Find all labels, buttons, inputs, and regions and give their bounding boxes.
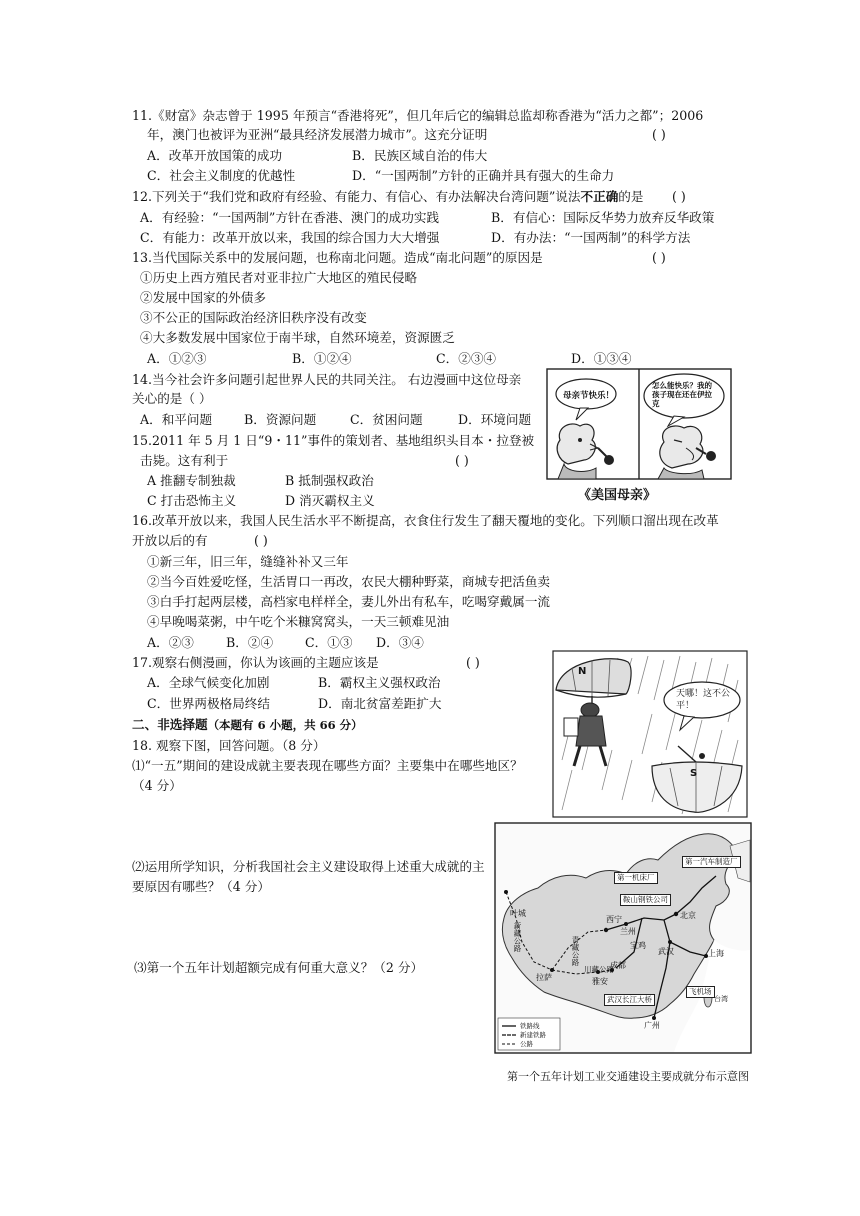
- section2-note: （本题有 6 小题，共 66 分）: [207, 718, 363, 732]
- q18-part1-line2: （4 分）: [132, 778, 182, 793]
- map-label-xinzang-road: 新藏公路: [513, 922, 522, 952]
- q11-stem-line2: 年，澳门也被评为亚洲“最具经济发展潜力城市”。这充分证明: [147, 127, 488, 142]
- map-label-chuanzang-road: 川藏公路: [584, 965, 614, 974]
- q16-option-c: C．①③: [305, 635, 353, 650]
- q16-verse-2: ②当今百姓爱吃怪，生活胃口一再改，农民大棚种野菜，商城专把活鱼卖: [147, 574, 550, 589]
- map-label-yaan: 雅安: [592, 977, 608, 986]
- q11-stem-line1: 11.《财富》杂志曾于 1995 年预言“香港将死”，但几年后它的编辑总监却称香港为“活力之都”；2006: [132, 108, 704, 123]
- q14-option-d: D．环境问题: [458, 412, 532, 427]
- q13-statement-1: ①历史上西方殖民者对亚非拉广大地区的殖民侵略: [140, 270, 418, 285]
- q18-part2-line1: ⑵运用所学知识，分析我国社会主义建设取得上述重大成就的主: [132, 859, 485, 874]
- q12-stem-pre: 12.下列关于“我们党和政府有经验、有能力、有信心、有办法解决台湾问题”说法: [132, 189, 581, 204]
- q12-option-a: A．有经验：“一国两制”方针在香港、澳门的成功实践: [140, 210, 440, 225]
- q12-stem: [132, 187, 643, 206]
- q13-statement-3: ③不公正的国际政治经济旧秩序没有改变: [140, 310, 367, 325]
- q13-option-c: C．②③④: [436, 351, 497, 366]
- q16-verse-1: ①新三年，旧三年，缝缝补补又三年: [147, 554, 349, 569]
- map-label-lanzhou: 兰州: [620, 927, 636, 936]
- map-label-chengdu: 成都: [610, 961, 626, 970]
- q15-stem-line2: 击毙。这有利于: [140, 453, 229, 468]
- map-legend-new-railway: 新建铁路: [520, 1031, 546, 1039]
- q16-verse-4: ④早晚喝菜粥，中午吃个米糠窝窝头，一天三顿难见油: [147, 614, 450, 629]
- q16-verse-3: ③白手打起两层楼，高档家电样样全，妻儿外出有私车，吃喝穿戴属一流: [147, 594, 550, 609]
- map-label-guangzhou: 广州: [644, 1021, 660, 1030]
- q12-stem-bold: 不正确: [580, 189, 619, 204]
- q11-option-c: C．社会主义制度的优越性: [147, 168, 296, 183]
- five-year-plan-map: [494, 822, 752, 1054]
- q18-part1-line1: ⑴“一五”期间的建设成就主要表现在哪些方面？主要集中在哪些地区？: [132, 758, 523, 773]
- map-label-airport: 飞机场: [686, 986, 715, 998]
- map-legend-railway: 铁路线: [520, 1022, 540, 1030]
- q15-option-b: B 抵制强权政治: [285, 473, 374, 488]
- q11-answer-paren: ( ): [652, 127, 666, 142]
- q16-stem-line1: 16.改革开放以来，我国人民生活水平不断提高，衣食住行发生了翻天覆地的变化。下列顺口溜出现在改革: [132, 513, 719, 528]
- q14-option-a: A．和平问题: [140, 412, 213, 427]
- q13-option-d: D．①③④: [571, 351, 632, 366]
- q12-option-c: C．有能力：改革开放以来，我国的综合国力大大增强: [140, 230, 440, 245]
- map-label-shanghai: 上海: [708, 949, 724, 958]
- q14-option-c: C．贫困问题: [350, 412, 423, 427]
- map-label-wuhan-bridge: 武汉长江大桥: [604, 994, 655, 1006]
- map-label-beijing: 北京: [680, 911, 696, 920]
- q16-option-d: D．③④: [376, 635, 424, 650]
- q13-statement-2: ②发展中国家的外债多: [140, 290, 266, 305]
- q12-option-b: B．有信心：国际反华势力放弃反华政策: [491, 210, 715, 225]
- q15-option-c: C 打击恐怖主义: [147, 493, 237, 508]
- q11-option-b: B．民族区域自治的伟大: [352, 148, 488, 163]
- q13-statement-4: ④大多数发展中国家位于南半球，自然环境差，资源匮乏: [140, 330, 455, 345]
- section2-title: 二、非选择题: [132, 717, 208, 732]
- q15-option-d: D 消灭霸权主义: [285, 493, 375, 508]
- q17-stem: 17.观察右侧漫画，你认为该画的主题应该是: [132, 655, 379, 670]
- q14-option-b: B．资源问题: [244, 412, 317, 427]
- map-label-qingzang-road: 青藏公路: [571, 936, 580, 966]
- q15-answer-paren: ( ): [455, 453, 469, 468]
- cartoon-american-mother: [546, 368, 732, 506]
- cartoon2-north-label: N: [578, 666, 587, 677]
- cartoon1-bubble-left: 母亲节快乐！: [563, 391, 615, 401]
- map-legend-highway: 公路: [520, 1040, 533, 1048]
- q18-part3: ⑶第一个五年计划超额完成有何重大意义？（2 分）: [134, 960, 424, 975]
- q16-stem-line2: 开放以后的有: [132, 533, 208, 548]
- q13-option-a: A．①②③: [147, 351, 207, 366]
- map-label-taiwan: 台湾: [714, 995, 728, 1003]
- q17-option-c: C．世界两极格局终结: [147, 696, 270, 711]
- q11-option-d: D．“一国两制”方针的正确并具有强大的生命力: [352, 168, 615, 183]
- q17-option-d: D．南北贫富差距扩大: [318, 696, 442, 711]
- q12-option-d: D．有办法：“一国两制”的科学方法: [491, 230, 691, 245]
- q14-stem-line1: 14.当今社会许多问题引起世界人民的共同关注。 右边漫画中这位母亲: [132, 372, 522, 387]
- map-label-first-machine-tool: 第一机床厂: [614, 872, 658, 884]
- cartoon2-south-label: S: [690, 768, 698, 779]
- map-label-wuhan: 武汉: [658, 947, 674, 956]
- q12-stem-post: 的是: [618, 189, 644, 204]
- q17-option-a: A．全球气候变化加剧: [147, 675, 270, 690]
- cartoon-north-south: [552, 650, 748, 818]
- map-label-baoji: 宝鸡: [630, 941, 646, 950]
- q17-option-b: B．霸权主义强权政治: [318, 675, 441, 690]
- map-label-lhasa: 拉萨: [536, 973, 552, 982]
- cartoon1-bubble-right: 怎么能快乐？我的孩子现在还在伊拉克: [652, 381, 712, 408]
- q15-stem-line1: 15.2011 年 5 月 1 日“9・11”事件的策划者、基地组织头目本・拉登被: [132, 433, 535, 448]
- q13-option-b: B．①②④: [292, 351, 352, 366]
- q16-answer-paren: ( ): [254, 533, 268, 548]
- map-label-yecheng: 叶城: [510, 909, 526, 918]
- section2-heading: [132, 715, 363, 735]
- map-caption: 第一个五年计划工业交通建设主要成就分布示意图: [507, 1070, 749, 1083]
- q18-stem: 18. 观察下图，回答问题。（8 分）: [132, 738, 326, 753]
- q13-answer-paren: ( ): [652, 250, 666, 265]
- q11-option-a: A．改革开放国策的成功: [147, 148, 283, 163]
- map-label-xining: 西宁: [606, 915, 622, 924]
- q18-part2-line2: 要原因有哪些？（4 分）: [132, 879, 270, 894]
- q14-stem-line2: 关心的是（ ）: [132, 391, 212, 406]
- q16-option-a: A．②③: [147, 635, 194, 650]
- q12-answer-paren: ( ): [672, 189, 686, 204]
- map-label-first-auto-plant: 第一汽车制造厂: [682, 856, 741, 868]
- map-label-anshan-steel: 鞍山钢铁公司: [620, 894, 671, 906]
- cartoon1-caption: 《美国母亲》: [578, 488, 657, 503]
- q15-option-a: A 推翻专制独裁: [147, 473, 236, 488]
- q13-stem: 13.当代国际关系中的发展问题，也称南北问题。造成“南北问题”的原因是: [132, 250, 543, 265]
- q16-option-b: B．②④: [226, 635, 274, 650]
- cartoon2-bubble: 天哪！这不公平！: [676, 689, 731, 711]
- q17-answer-paren: ( ): [466, 655, 480, 670]
